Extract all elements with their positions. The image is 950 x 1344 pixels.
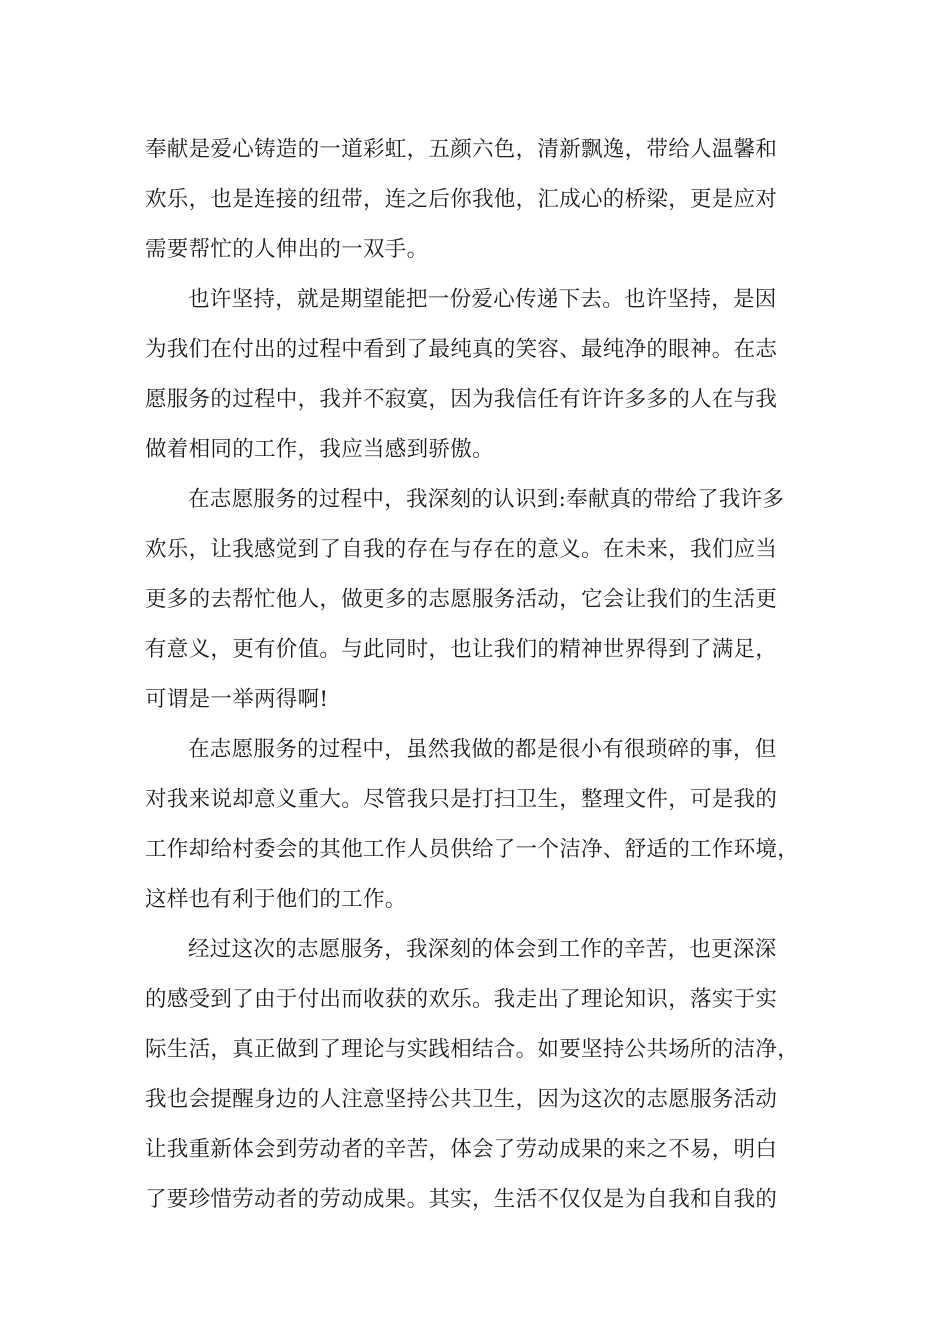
- text-line: 的感受到了由于付出而收获的欢乐。我走出了理论知识，落实于实: [145, 987, 778, 1012]
- text-line: 工作却给村委会的其他工作人员供给了一个洁净、舒适的工作环境，: [145, 837, 800, 862]
- text-line: 我也会提醒身边的人注意坚持公共卫生，因为这次的志愿服务活动: [145, 1087, 778, 1112]
- text-line: 际生活，真正做到了理论与实践相结合。如要坚持公共场所的洁净，: [145, 1037, 800, 1062]
- text-line: 愿服务的过程中，我并不寂寞，因为我信任有许许多多的人在与我: [145, 387, 778, 412]
- text-line: 为我们在付出的过程中看到了最纯真的笑容、最纯净的眼神。在志: [145, 337, 778, 362]
- text-line: 这样也有利于他们的工作。: [145, 887, 407, 912]
- paragraph-first-line: 在志愿服务的过程中，我深刻的认识到:奉献真的带给了我许多: [188, 487, 785, 512]
- text-line: 做着相同的工作，我应当感到骄傲。: [145, 437, 494, 462]
- text-line: 需要帮忙的人伸出的一双手。: [145, 237, 429, 262]
- text-line: 有意义，更有价值。与此同时，也让我们的精神世界得到了满足，: [145, 637, 778, 662]
- text-line: 奉献是爱心铸造的一道彩虹，五颜六色，清新飘逸，带给人温馨和: [145, 137, 778, 162]
- text-line: 欢乐，让我感觉到了自我的存在与存在的意义。在未来，我们应当: [145, 537, 778, 562]
- text-line: 了要珍惜劳动者的劳动成果。其实，生活不仅仅是为自我和自我的: [145, 1187, 778, 1212]
- text-line: 更多的去帮忙他人，做更多的志愿服务活动，它会让我们的生活更: [145, 587, 778, 612]
- paragraph-first-line: 在志愿服务的过程中，虽然我做的都是很小有很琐碎的事，但: [188, 737, 777, 762]
- text-line: 可谓是一举两得啊!: [145, 687, 329, 712]
- paragraph-first-line: 经过这次的志愿服务，我深刻的体会到工作的辛苦，也更深深: [188, 937, 777, 962]
- text-line: 欢乐，也是连接的纽带，连之后你我他，汇成心的桥梁，更是应对: [145, 187, 778, 212]
- paragraph-first-line: 也许坚持，就是期望能把一份爱心传递下去。也许坚持，是因: [188, 287, 777, 312]
- text-line: 对我来说却意义重大。尽管我只是打扫卫生，整理文件，可是我的: [145, 787, 778, 812]
- text-line: 让我重新体会到劳动者的辛苦，体会了劳动成果的来之不易，明白: [145, 1137, 778, 1162]
